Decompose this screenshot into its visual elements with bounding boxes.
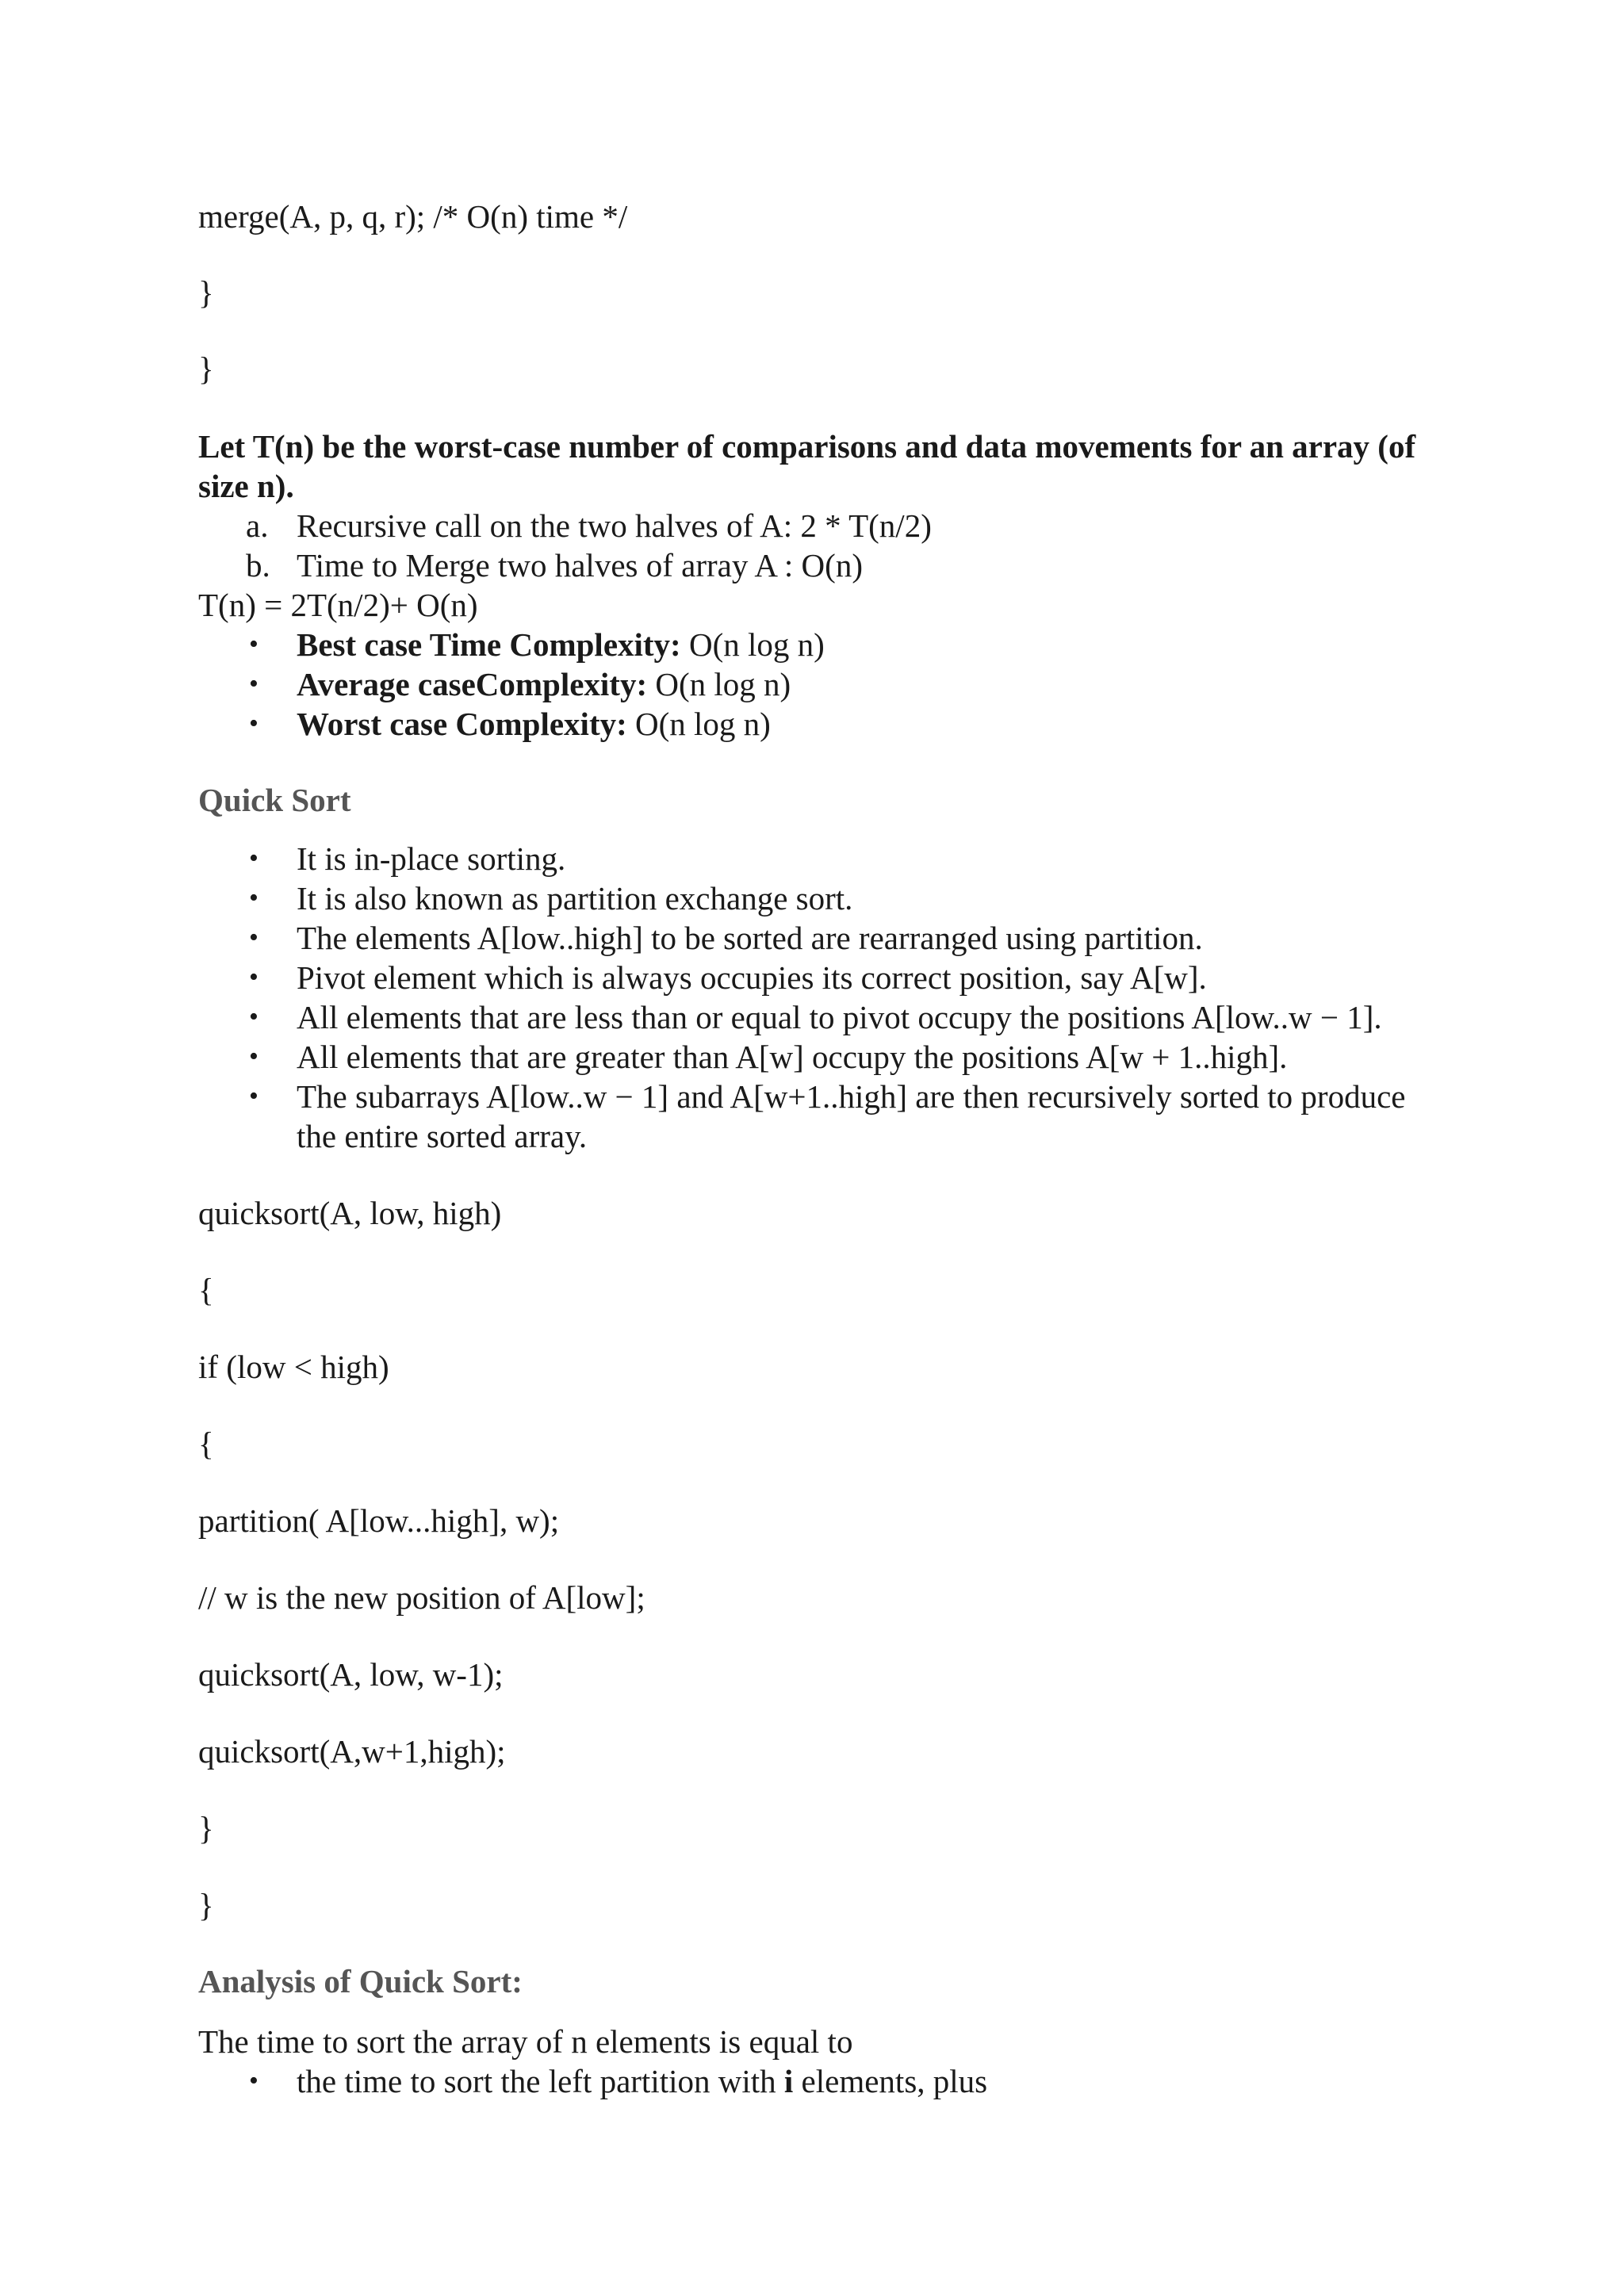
complexity-value: O(n log n)	[647, 666, 791, 702]
bullet-icon: •	[249, 1042, 259, 1071]
list-item-text: Pivot element which is always occupies its correct position, say A[w].	[297, 959, 1207, 996]
bullet-icon: •	[249, 709, 259, 738]
text-fragment: the time to sort the left partition with	[297, 2063, 784, 2099]
analysis-intro-line: Let T(n) be the worst-case number of comparisons and data movements for an array (of	[198, 428, 1416, 465]
list-item-text	[297, 2061, 987, 2101]
code-line: if (low < high)	[198, 1349, 389, 1385]
analysis-intro: The time to sort the array of n elements is equal to	[198, 2023, 853, 2060]
code-line: }	[198, 1887, 214, 1923]
code-line: {	[198, 1272, 214, 1308]
code-line: {	[198, 1425, 214, 1462]
complexity-value: O(n log n)	[680, 626, 825, 663]
code-line: quicksort(A,w+1,high);	[198, 1733, 506, 1770]
bullet-icon: •	[249, 923, 259, 952]
bullet-icon: •	[249, 1081, 259, 1111]
list-item-text: the entire sorted array.	[297, 1118, 588, 1154]
list-item-text: All elements that are greater than A[w] occupy the positions A[w + 1..high].	[297, 1039, 1288, 1075]
recurrence-equation: T(n) = 2T(n/2)+ O(n)	[198, 587, 478, 623]
bullet-icon: •	[249, 883, 259, 913]
complexity-label: Worst case Complexity:	[297, 706, 627, 742]
complexity-label: Best case Time Complexity:	[297, 626, 681, 663]
code-line-comment: // w is the new position of A[low];	[198, 1579, 645, 1616]
code-line: }	[198, 1810, 214, 1846]
bullet-icon: •	[249, 2066, 259, 2095]
text-fragment: elements, plus	[793, 2063, 988, 2099]
list-item-text	[297, 704, 771, 744]
list-marker: a.	[246, 507, 269, 544]
list-item-text: Recursive call on the two halves of A: 2 * T(n/2)	[297, 507, 932, 544]
list-marker: b.	[246, 547, 270, 584]
text-fragment-bold: i	[783, 2063, 794, 2099]
bullet-icon: •	[249, 962, 259, 992]
bullet-icon: •	[249, 844, 259, 873]
list-item-text: All elements that are less than or equal to pivot occupy the positions A[low..w − 1].	[297, 999, 1382, 1035]
bullet-icon: •	[249, 629, 259, 659]
code-line: quicksort(A, low, high)	[198, 1195, 502, 1231]
code-line-merge-call: merge(A, p, q, r); /* O(n) time */	[198, 198, 628, 235]
bullet-icon: •	[249, 1002, 259, 1031]
list-item-text: It is in-place sorting.	[297, 840, 566, 877]
section-heading-analysis: Analysis of Quick Sort:	[198, 1963, 523, 1999]
analysis-intro-line: size n).	[198, 468, 294, 504]
code-line-close-brace: }	[198, 350, 214, 387]
list-item-text: It is also known as partition exchange sort.	[297, 880, 853, 916]
complexity-value: O(n log n)	[626, 706, 771, 742]
complexity-label: Average caseComplexity:	[297, 666, 648, 702]
list-item-text: The subarrays A[low..w − 1] and A[w+1..high] are then recursively sorted to produce	[297, 1078, 1406, 1115]
code-line-close-brace: }	[198, 274, 214, 311]
bullet-icon: •	[249, 669, 259, 698]
code-line: partition( A[low...high], w);	[198, 1502, 560, 1539]
section-heading-quick-sort: Quick Sort	[198, 782, 351, 818]
list-item-text	[297, 625, 825, 664]
code-line: quicksort(A, low, w-1);	[198, 1656, 504, 1693]
list-item-text	[297, 664, 791, 704]
list-item-text: The elements A[low..high] to be sorted are rearranged using partition.	[297, 920, 1203, 956]
list-item-text: Time to Merge two halves of array A : O(n)	[297, 547, 863, 584]
